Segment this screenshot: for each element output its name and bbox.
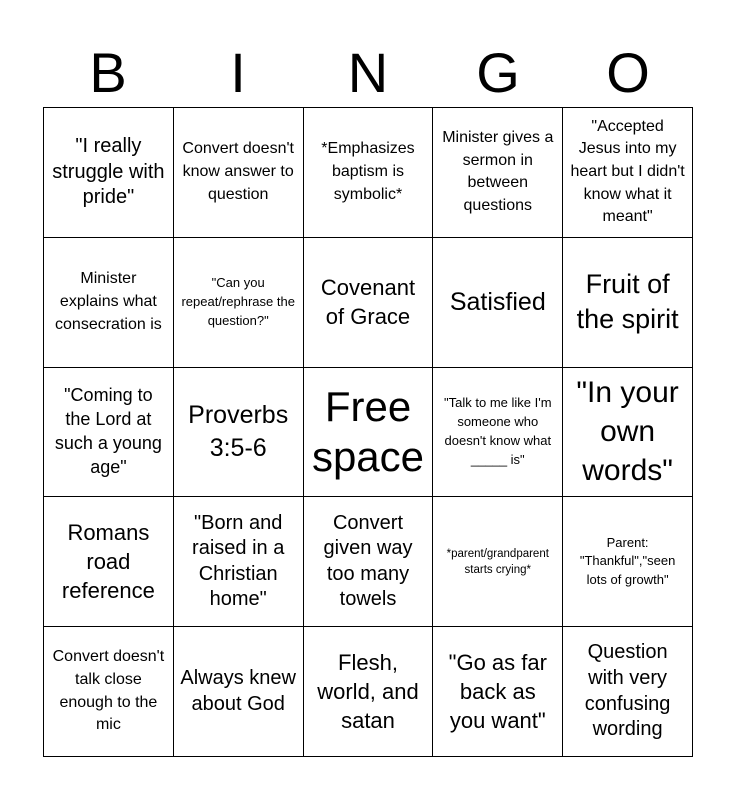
- header-letter-o: O: [606, 41, 650, 104]
- cell-text: Satisfied: [449, 287, 546, 316]
- bingo-cell-r2c3[interactable]: [304, 238, 434, 368]
- bingo-cell-r5c3[interactable]: [304, 627, 434, 757]
- cell-text: "Go as far back as you want": [448, 650, 547, 734]
- bingo-cell-r2c5[interactable]: [563, 238, 693, 368]
- bingo-cell-r3c1[interactable]: [44, 368, 174, 498]
- cell-text: Question with very confusing wording: [584, 641, 671, 741]
- cell-text: Free space: [311, 382, 425, 480]
- bingo-cell-r3c2[interactable]: [174, 368, 304, 498]
- cell-text: Convert doesn't know answer to question: [182, 140, 294, 203]
- bingo-cell-r5c1[interactable]: [44, 627, 174, 757]
- header-letter-g: G: [476, 41, 520, 104]
- bingo-cell-r3c4[interactable]: [433, 368, 563, 498]
- cell-text: Minister explains what consecration is: [55, 270, 162, 333]
- bingo-cell-r1c1[interactable]: [44, 108, 174, 238]
- cell-text: Convert doesn't talk close enough to the mic: [52, 648, 165, 734]
- bingo-cell-r5c2[interactable]: [174, 627, 304, 757]
- bingo-cell-r4c5[interactable]: [563, 497, 693, 627]
- cell-text: "In your own words": [576, 376, 679, 488]
- cell-text: Covenant of Grace: [320, 275, 416, 330]
- bingo-cell-r1c5[interactable]: [563, 108, 693, 238]
- header-letter-b: B: [89, 41, 127, 104]
- header-letter-n: N: [347, 41, 389, 104]
- cell-text: Minister gives a sermon in between questions: [442, 128, 554, 215]
- bingo-cell-r4c1[interactable]: [44, 497, 174, 627]
- bingo-card-grid: [43, 107, 693, 757]
- cell-text: Romans road reference: [61, 520, 155, 604]
- cell-text: Flesh, world, and satan: [317, 650, 419, 734]
- cell-text: Convert given way too many towels: [323, 511, 413, 611]
- cell-text: Parent: "Thankful","seen lots of growth": [579, 534, 676, 588]
- cell-text: Fruit of the spirit: [576, 269, 679, 335]
- bingo-cell-r1c2[interactable]: [174, 108, 304, 238]
- bingo-cell-r2c1[interactable]: [44, 238, 174, 368]
- cell-text: Proverbs 3:5-6: [188, 401, 289, 462]
- bingo-cell-r3c5[interactable]: [563, 368, 693, 498]
- cell-text: "Coming to the Lord at such a young age": [54, 385, 162, 477]
- bingo-cell-r1c3[interactable]: [304, 108, 434, 238]
- bingo-cell-r4c3[interactable]: [304, 497, 434, 627]
- cell-text: "I really struggle with pride": [52, 135, 165, 209]
- bingo-cell-r2c4[interactable]: [433, 238, 563, 368]
- bingo-cell-free-space[interactable]: [304, 368, 434, 498]
- cell-text: "Accepted Jesus into my heart but I didn't know what it meant": [570, 117, 685, 226]
- bingo-cell-r5c4[interactable]: [433, 627, 563, 757]
- cell-text: *Emphasizes baptism is symbolic*: [321, 140, 415, 203]
- bingo-cell-r1c4[interactable]: [433, 108, 563, 238]
- cell-text: "Born and raised in a Christian home": [192, 511, 285, 611]
- bingo-cell-r2c2[interactable]: [174, 238, 304, 368]
- bingo-header: [43, 38, 693, 108]
- bingo-cell-r4c2[interactable]: [174, 497, 304, 627]
- cell-text: "Can you repeat/rephrase the question?": [181, 274, 295, 328]
- cell-text: *parent/grandparent starts crying*: [446, 547, 549, 576]
- header-letter-i: I: [230, 41, 246, 104]
- bingo-cell-r4c4[interactable]: [433, 497, 563, 627]
- cell-text: Always knew about God: [180, 667, 296, 715]
- cell-text: "Talk to me like I'm someone who doesn't know what _____ is": [444, 395, 552, 467]
- bingo-cell-r5c5[interactable]: [563, 627, 693, 757]
